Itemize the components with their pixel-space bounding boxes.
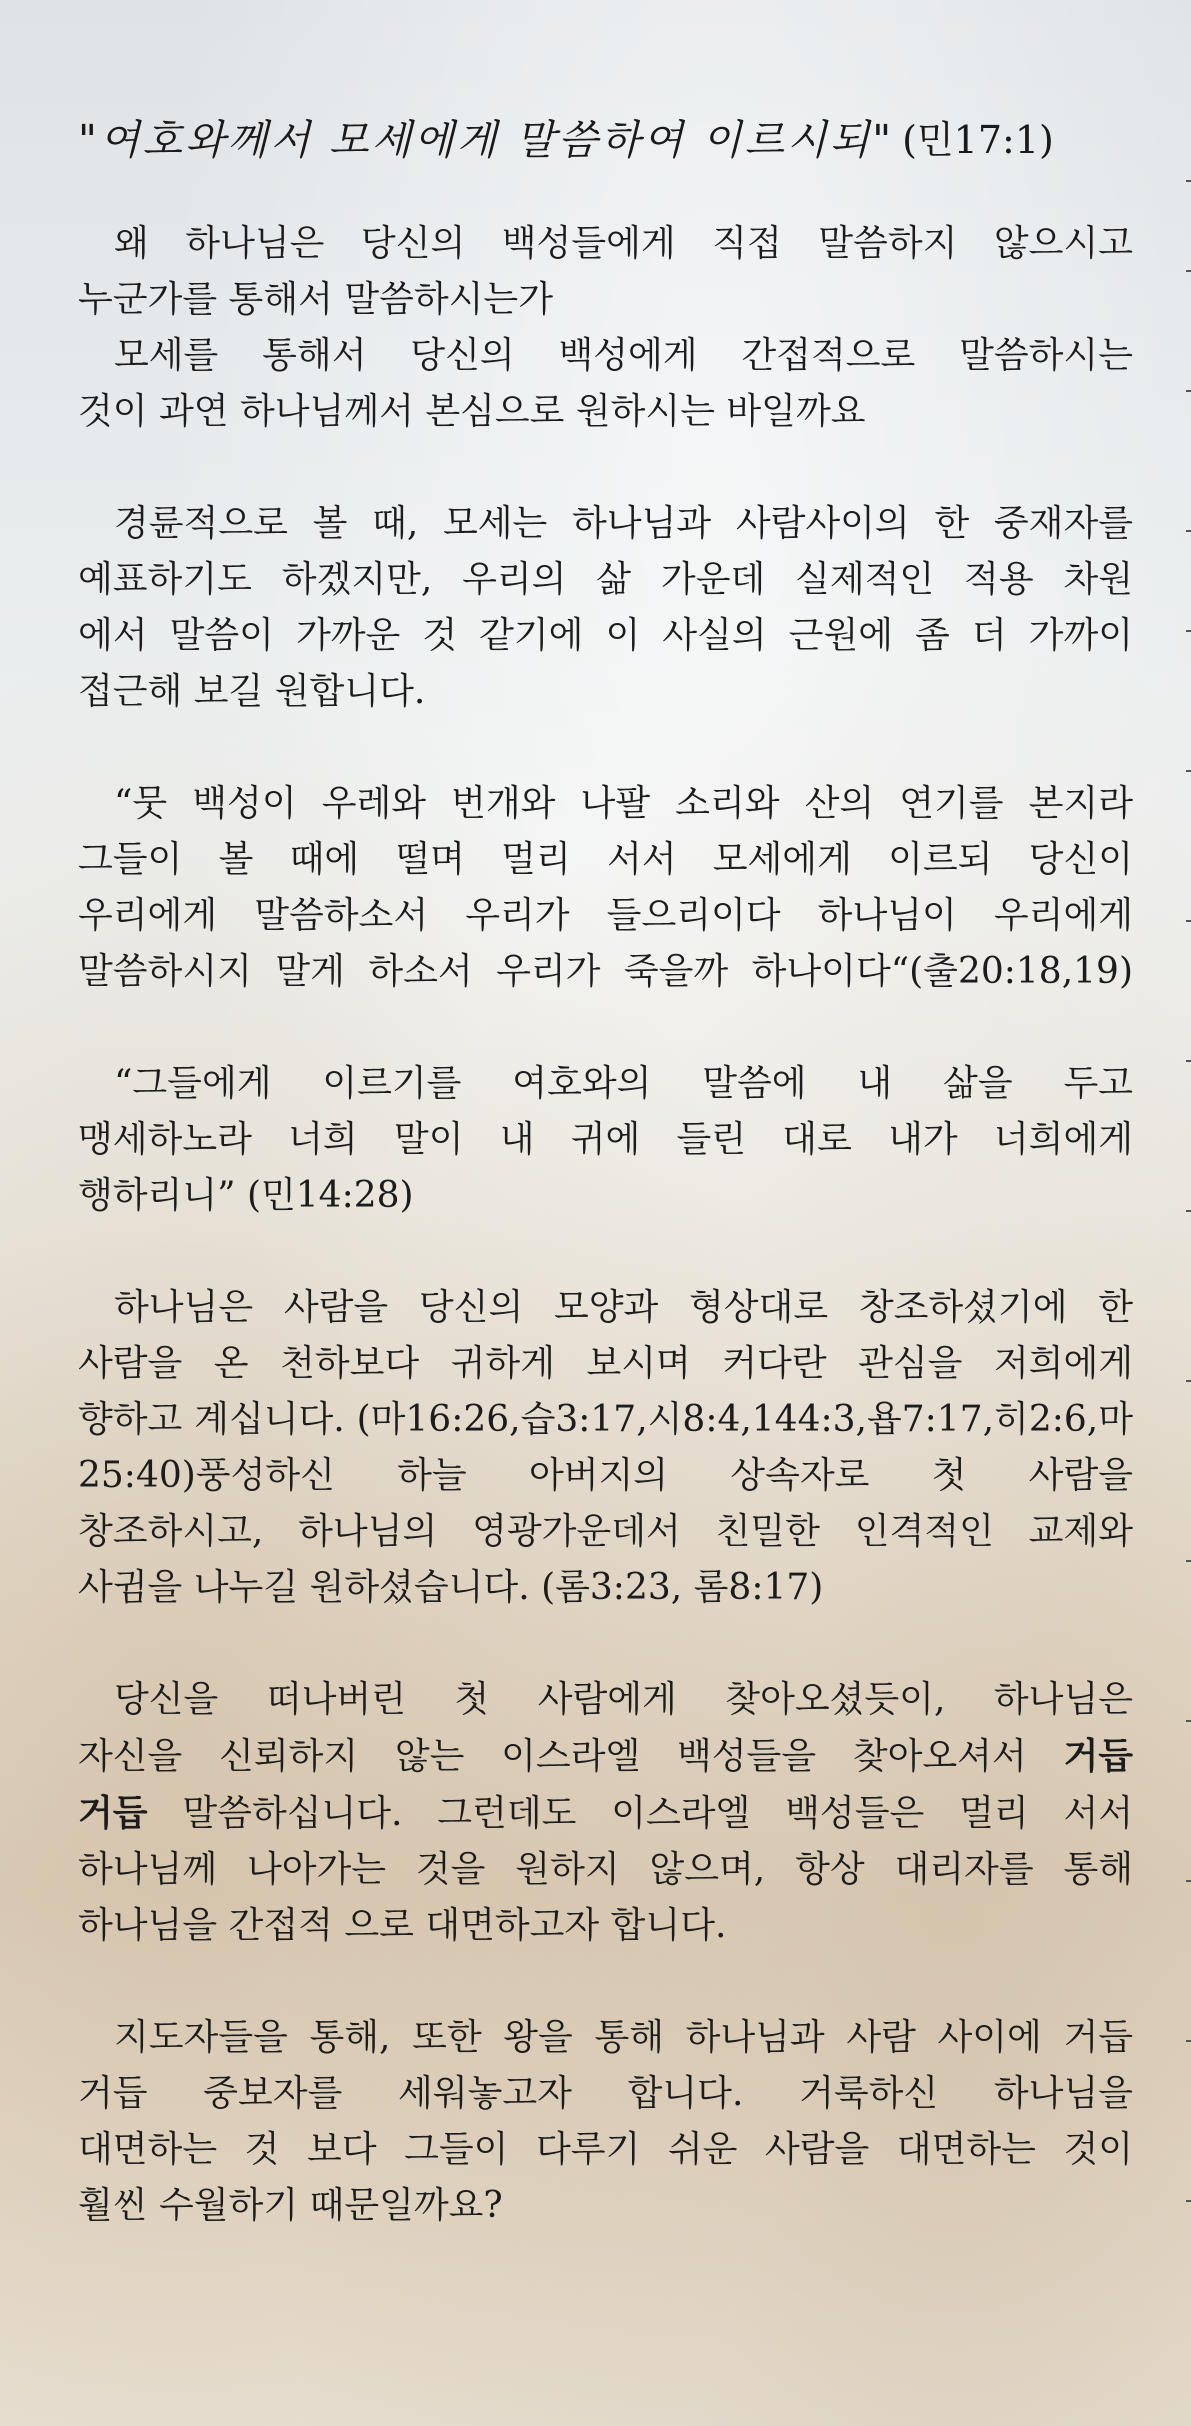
paragraph-7 — [78, 2010, 1133, 2234]
edge-tick — [1186, 1560, 1191, 1562]
emphasis-text: 거듭 — [78, 1792, 148, 1834]
text-line: 하나님은 사람을 당신의 모양과 형상대로 창조하셨기에 한 — [114, 1287, 1133, 1328]
text-line: 에서 말씀이 가까운 것 같기에 이 사실의 근원에 좀 더 가까이 — [78, 615, 1133, 656]
text-line: 훨씬 수월하기 때문일까요? — [78, 2185, 503, 2226]
paragraph-gap — [78, 720, 1133, 776]
edge-tick — [1186, 2200, 1191, 2202]
text-line: 향하고 계십니다. (마16:26,습3:17,시8:4,144:3,욥7:17,히2:6,마 — [78, 1399, 1133, 1440]
text-line: 우리에게 말씀하소서 우리가 들으리이다 하나님이 우리에게 — [78, 895, 1133, 936]
edge-tick — [1186, 630, 1191, 632]
edge-tick — [1186, 270, 1191, 272]
text-line: 하나님께 나아가는 것을 원하지 않으며, 항상 대리자를 통해 — [78, 1849, 1133, 1890]
text-line: 모세를 통해서 당신의 백성에게 간접적으로 말씀하시는 — [114, 335, 1133, 376]
text-line: 행하리니” (민14:28) — [78, 1175, 414, 1216]
edge-tick — [1186, 1720, 1191, 1722]
paragraph-3 — [78, 776, 1133, 1000]
edge-tick — [1186, 1380, 1191, 1382]
edge-tick — [1186, 2040, 1191, 2042]
text-line: 누군가를 통해서 말씀하시는가 — [78, 279, 553, 320]
title-row — [78, 100, 1133, 172]
text-line-composite — [78, 1785, 1133, 1842]
paragraph-4 — [78, 1056, 1133, 1224]
title-reference: (민17:1) — [902, 117, 1054, 162]
text-line: 25:40)풍성하신 하늘 아버지의 상속자로 첫 사람을 — [78, 1455, 1133, 1496]
text-line: 당신을 떠나버린 첫 사람에게 찾아오셨듯이, 하나님은 — [114, 1679, 1133, 1720]
paragraph-2 — [78, 496, 1133, 720]
text-fragment: 자신을 신뢰하지 않는 이스라엘 백성들을 찾아오셔서 — [78, 1736, 1027, 1777]
text-line: 사람을 온 천하보다 귀하게 보시며 커다란 관심을 저희에게 — [78, 1343, 1133, 1384]
text-line: 왜 하나님은 당신의 백성들에게 직접 말씀하지 않으시고 — [114, 223, 1133, 264]
text-line: 접근해 보길 원합니다. — [78, 671, 426, 712]
paragraph-gap — [78, 1954, 1133, 2010]
edge-tick — [1186, 1210, 1191, 1212]
text-line: 것이 과연 하나님께서 본심으로 원하시는 바일까요 — [78, 391, 866, 432]
edge-tick — [1186, 770, 1191, 772]
text-line: 창조하시고, 하나님의 영광가운데서 친밀한 인격적인 교제와 — [78, 1511, 1133, 1552]
text-line: 지도자들을 통해, 또한 왕을 통해 하나님과 사람 사이에 거듭 — [114, 2017, 1133, 2058]
text-line: 하나님을 간접적 으로 대면하고자 합니다. — [78, 1905, 727, 1946]
edge-tick — [1186, 1880, 1191, 1882]
paragraph-gap — [78, 1000, 1133, 1056]
document-page — [78, 100, 1133, 2234]
edge-tick — [1186, 530, 1191, 532]
page-title: "여호와께서 모세에게 말씀하여 이르시되" — [78, 115, 895, 164]
paragraph-1 — [78, 216, 1133, 440]
text-fragment: 말씀하십니다. 그런데도 이스라엘 백성들은 멀리 서서 — [182, 1793, 1133, 1834]
text-line: 대면하는 것 보다 그들이 다루기 쉬운 사람을 대면하는 것이 — [78, 2129, 1133, 2170]
text-line: 경륜적으로 볼 때, 모세는 하나님과 사람사이의 한 중재자를 — [114, 503, 1133, 544]
page-edge-marks — [1185, 160, 1191, 2260]
text-line-composite — [78, 1728, 1133, 1785]
paragraph-6 — [78, 1672, 1133, 1954]
edge-tick — [1186, 180, 1191, 182]
text-line: 그들이 볼 때에 떨며 멀리 서서 모세에게 이르되 당신이 — [78, 839, 1133, 880]
text-line: “뭇 백성이 우레와 번개와 나팔 소리와 산의 연기를 본지라 — [114, 783, 1133, 824]
paragraph-gap — [78, 1616, 1133, 1672]
edge-tick — [1186, 1060, 1191, 1062]
emphasis-text: 거듭 — [1063, 1735, 1133, 1777]
edge-tick — [1186, 920, 1191, 922]
paragraph-5 — [78, 1280, 1133, 1616]
paragraph-gap — [78, 440, 1133, 496]
text-line: 예표하기도 하겠지만, 우리의 삶 가운데 실제적인 적용 차원 — [78, 559, 1133, 600]
paragraph-gap — [78, 1224, 1133, 1280]
text-line: 사귐을 나누길 원하셨습니다. (롬3:23, 롬8:17) — [78, 1567, 824, 1608]
text-line: “그들에게 이르기를 여호와의 말씀에 내 삶을 두고 — [114, 1063, 1133, 1104]
text-line: 맹세하노라 너희 말이 내 귀에 들린 대로 내가 너희에게 — [78, 1119, 1133, 1160]
text-line: 말씀하시지 말게 하소서 우리가 죽을까 하나이다“(출20:18,19) — [78, 951, 1133, 992]
text-line: 거듭 중보자를 세워놓고자 합니다. 거룩하신 하나님을 — [78, 2073, 1133, 2114]
edge-tick — [1186, 390, 1191, 392]
